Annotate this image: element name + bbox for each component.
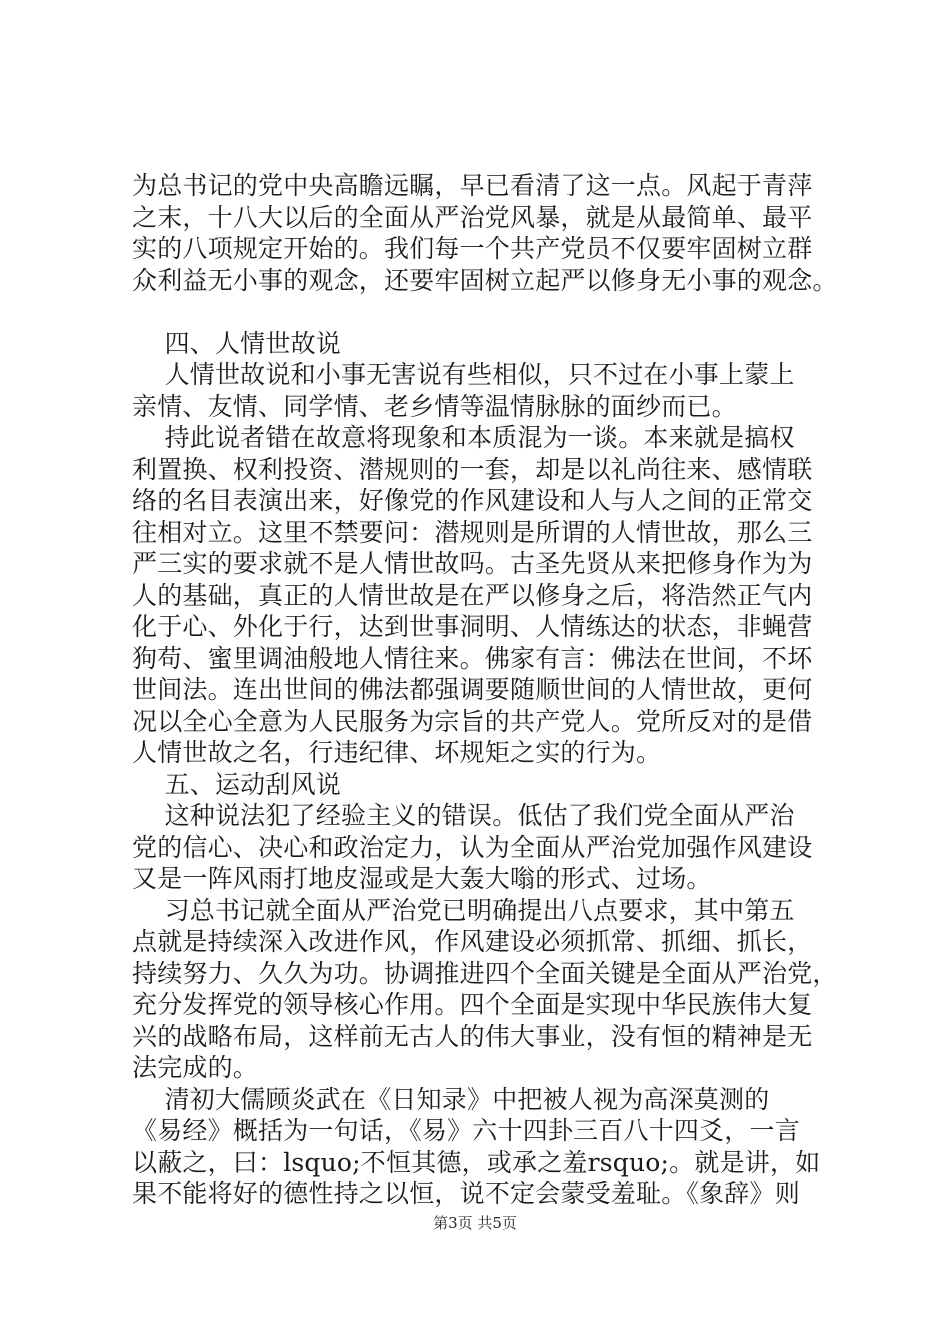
text-line: 络的名目表演出来，好像党的作风建设和人与人之间的正常交 bbox=[132, 486, 813, 515]
text-line: 兴的战略布局，这样前无古人的伟大事业，没有恒的精神是无 bbox=[132, 1021, 813, 1051]
text-line: 实的八项规定开始的。我们每一个共产党员不仅要牢固树立群 bbox=[132, 234, 813, 263]
text-line: 法完成的。 bbox=[132, 1053, 259, 1082]
text-line: 持续努力、久久为功。协调推进四个全面关键是全面从严治党， bbox=[132, 958, 838, 988]
text-line: 以蔽之，曰：lsquo;不恒其德，或承之羞rsquo;。就是讲，如 bbox=[132, 1147, 821, 1177]
text-line: 严三实的要求就不是人情世故吗。古圣先贤从来把修身作为为 bbox=[132, 549, 813, 578]
text-line: 利置换、权利投资、潜规则的一套，却是以礼尚往来、感情联 bbox=[132, 454, 813, 484]
text-line: 《易经》概括为一句话，《易》六十四卦三百八十四爻，一言 bbox=[132, 1116, 800, 1145]
text-line: 之末，十八大以后的全面从严治党风暴，就是从最简单、最平 bbox=[132, 202, 813, 232]
text-line: 这种说法犯了经验主义的错误。低估了我们党全面从严治 bbox=[132, 801, 795, 830]
text-line: 况以全心全意为人民服务为宗旨的共产党人。党所反对的是借 bbox=[132, 706, 813, 736]
text-line: 点就是持续深入改进作风，作风建设必须抓常、抓细、抓长， bbox=[132, 927, 813, 956]
text-line: 人的基础，真正的人情世故是在严以修身之后，将浩然正气内 bbox=[132, 580, 813, 610]
text-line: 习总书记就全面从严治党已明确提出八点要求，其中第五 bbox=[132, 895, 795, 925]
section-heading: 五、运动刮风说 bbox=[132, 769, 341, 799]
text-line: 亲情、友情、同学情、老乡情等温情脉脉的面纱而已。 bbox=[132, 391, 737, 421]
text-line: 世间法。连出世间的佛法都强调要随顺世间的人情世故，更何 bbox=[132, 675, 813, 704]
text-line: 人情世故说和小事无害说有些相似，只不过在小事上蒙上 bbox=[132, 360, 795, 389]
text-line: 果不能将好的德性持之以恒，说不定会蒙受羞耻。《象辞》则 bbox=[132, 1179, 800, 1208]
text-line: 清初大儒顾炎武在《日知录》中把被人视为高深莫测的 bbox=[132, 1084, 770, 1114]
text-line: 化于心、外化于行，达到世事洞明、人情练达的状态，非蝇营 bbox=[132, 612, 813, 641]
section-heading: 四、人情世故说 bbox=[132, 328, 341, 358]
text-line: 狗苟、蜜里调油般地人情往来。佛家有言：佛法在世间，不坏 bbox=[132, 643, 813, 673]
text-line: 人情世故之名，行违纪律、坏规矩之实的行为。 bbox=[132, 738, 662, 767]
text-line: 为总书记的党中央高瞻远瞩，早已看清了这一点。风起于青萍 bbox=[132, 171, 813, 200]
text-line: 又是一阵风雨打地皮湿或是大轰大嗡的形式、过场。 bbox=[132, 864, 712, 893]
paragraph-gap bbox=[132, 296, 832, 328]
text-line: 众利益无小事的观念，还要牢固树立起严以修身无小事的观念。 bbox=[132, 265, 838, 295]
text-line: 充分发挥党的领导核心作用。四个全面是实现中华民族伟大复 bbox=[132, 990, 813, 1019]
document-body bbox=[132, 170, 838, 1210]
text-line: 党的信心、决心和政治定力，认为全面从严治党加强作风建设 bbox=[132, 832, 813, 862]
text-line: 往相对立。这里不禁要问：潜规则是所谓的人情世故，那么三 bbox=[132, 517, 813, 547]
text-line: 持此说者错在故意将现象和本质混为一谈。本来就是搞权 bbox=[132, 423, 795, 452]
page-number-footer: 第3页 共5页 bbox=[433, 1214, 517, 1232]
